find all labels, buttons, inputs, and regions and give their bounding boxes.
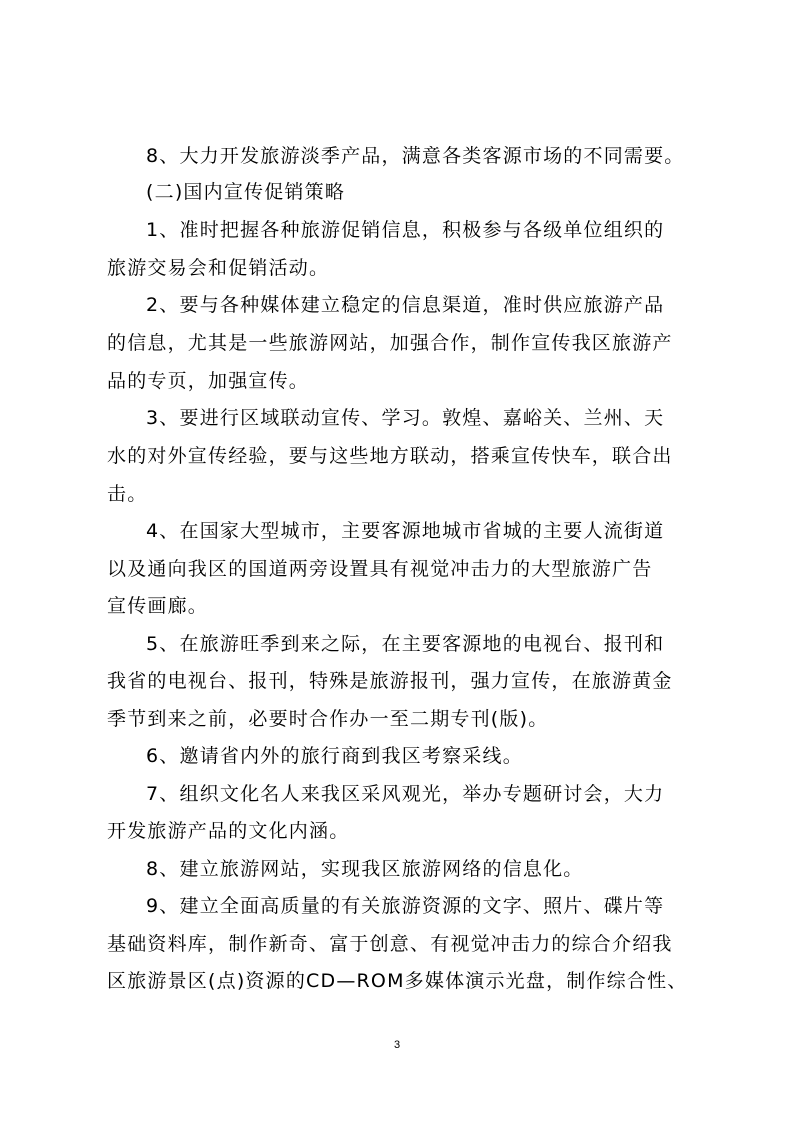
paragraph-line: 4、在国家大型城市，主要客源地城市省城的主要人流街道 (146, 520, 665, 542)
paragraph-line: 7、组织文化名人来我区采风观光，举办专题研讨会，大力 (146, 783, 665, 805)
paragraph-line: 旅游交易会和促销活动。 (107, 257, 330, 279)
paragraph-line: 3、要进行区域联动宣传、学习。敦煌、嘉峪关、兰州、天 (146, 407, 665, 429)
paragraph-line: 5、在旅游旺季到来之际，在主要客源地的电视台、报刊和 (146, 633, 665, 655)
paragraph-line: 季节到来之前，必要时合作办一至二期专刊(版)。 (107, 708, 549, 730)
paragraph-line: 品的专页，加强宣传。 (107, 370, 310, 392)
paragraph-line: 宣传画廊。 (107, 595, 209, 617)
paragraph-line: 1、准时把握各种旅游促销信息，积极参与各级单位组织的 (146, 219, 665, 241)
paragraph-line: 8、建立旅游网站，实现我区旅游网络的信息化。 (146, 858, 584, 880)
paragraph-line: 区旅游景区(点)资源的CD—ROM多媒体演示光盘，制作综合性、 (107, 970, 688, 992)
paragraph-line: 我省的电视台、报刊，特殊是旅游报刊，强力宣传，在旅游黄金 (107, 670, 673, 692)
paragraph-line: 8、大力开发旅游淡季产品，满意各类客源市场的不同需要。 (146, 145, 685, 167)
paragraph-line: 的信息，尤其是一些旅游网站，加强合作，制作宣传我区旅游产 (107, 332, 673, 354)
paragraph-line: 击。 (107, 483, 148, 505)
paragraph-line: 以及通向我区的国道两旁设置具有视觉冲击力的大型旅游广告 (107, 558, 653, 580)
section-heading: (二)国内宣传促销策略 (146, 181, 346, 203)
paragraph-line: 水的对外宣传经验，要与这些地方联动，搭乘宣传快车，联合出 (107, 445, 673, 467)
page-number: 3 (393, 1039, 401, 1051)
paragraph-line: 基础资料库，制作新奇、富于创意、有视觉冲击力的综合介绍我 (107, 933, 673, 955)
paragraph-line: 2、要与各种媒体建立稳定的信息渠道，准时供应旅游产品 (146, 294, 665, 316)
paragraph-line: 6、邀请省内外的旅行商到我区考察采线。 (146, 745, 523, 767)
paragraph-line: 开发旅游产品的文化内涵。 (107, 820, 350, 842)
paragraph-line: 9、建立全面高质量的有关旅游资源的文字、照片、碟片等 (146, 895, 665, 917)
